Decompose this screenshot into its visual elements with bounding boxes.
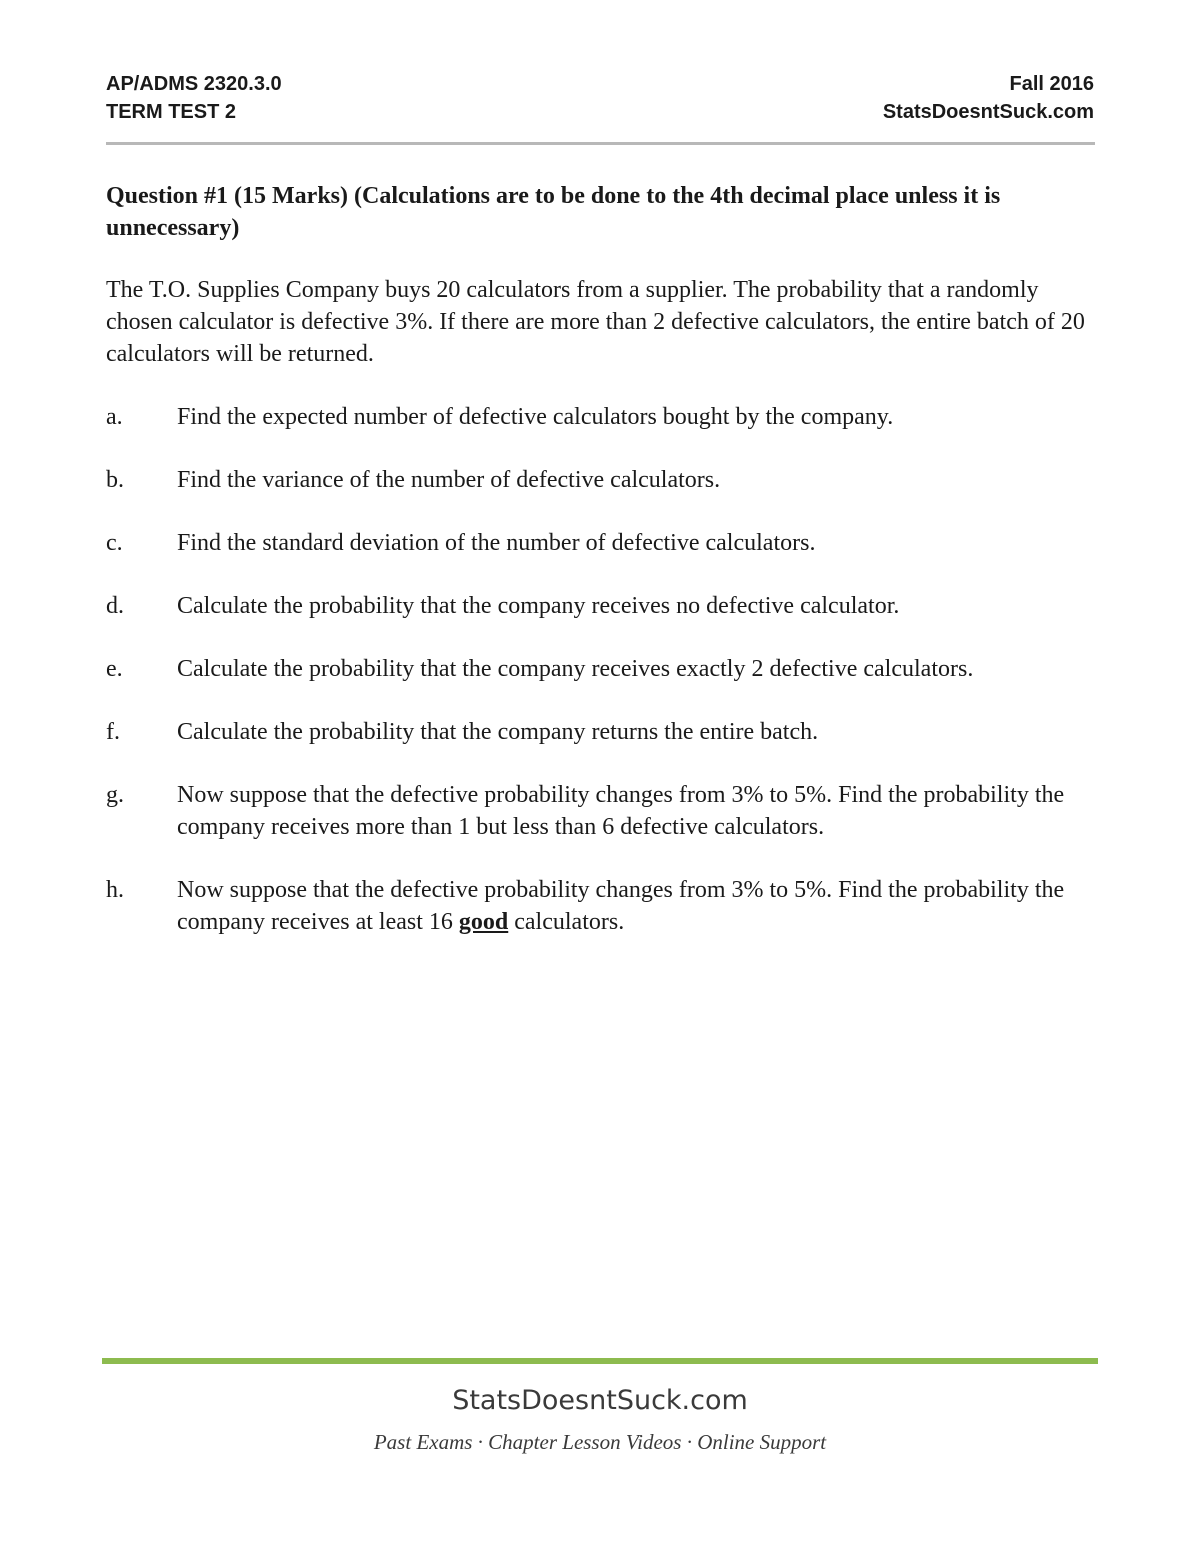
- part-text: Find the standard deviation of the number of defective calculators.: [177, 530, 816, 556]
- part-letter: d.: [106, 593, 124, 619]
- part-letter: c.: [106, 530, 123, 556]
- part-d: [106, 590, 1096, 622]
- part-a: [106, 401, 1096, 433]
- header-website: StatsDoesntSuck.com: [882, 101, 1094, 123]
- part-letter: f.: [106, 719, 120, 745]
- test-name: TERM TEST 2: [106, 101, 237, 123]
- part-text: [177, 877, 1064, 935]
- header-divider: [106, 142, 1095, 145]
- part-b: [106, 464, 1096, 496]
- part-text: Now suppose that the defective probability changes from 3% to 5%. Find the probability the company receives more than 1 but less than 6 defective calculators.: [177, 782, 1065, 840]
- header-left: [106, 70, 282, 126]
- question-content: [106, 180, 1096, 969]
- part-letter: a.: [106, 404, 123, 430]
- part-text-after: calculators.: [514, 909, 625, 935]
- part-text: Find the variance of the number of defective calculators.: [177, 467, 721, 493]
- question-title: Question #1 (15 Marks) (Calculations are to be done to the 4th decimal place unless it is unnecessary): [106, 183, 1001, 241]
- part-c: [106, 527, 1096, 559]
- emphasized-word: good: [458, 909, 509, 935]
- part-text: Calculate the probability that the company returns the entire batch.: [177, 719, 819, 745]
- part-e: [106, 653, 1096, 685]
- term: Fall 2016: [1009, 73, 1094, 95]
- part-letter: e.: [106, 656, 123, 682]
- footer-divider: [102, 1358, 1098, 1364]
- part-text: Calculate the probability that the company receives exactly 2 defective calculators.: [177, 656, 974, 682]
- part-letter: h.: [106, 877, 124, 903]
- footer-tagline: Past Exams · Chapter Lesson Videos · Online Support: [373, 1430, 827, 1454]
- question-intro: The T.O. Supplies Company buys 20 calculators from a supplier. The probability that a randomly chosen calculator is defective 3%. If there are more than 2 defective calculators, the entire batch of 20 calculators will be returned.: [106, 277, 1085, 367]
- question-parts: [106, 401, 1096, 938]
- part-text: Calculate the probability that the company receives no defective calculator.: [177, 593, 900, 619]
- part-text-before: Now suppose that the defective probability changes from 3% to 5%. Find the probability the company receives at least 16: [177, 877, 1065, 935]
- part-f: [106, 716, 1096, 748]
- part-h: [106, 874, 1096, 938]
- part-letter: g.: [106, 782, 124, 808]
- part-letter: b.: [106, 467, 124, 493]
- footer-website: StatsDoesntSuck.com: [452, 1385, 748, 1416]
- header-right: [883, 70, 1094, 126]
- course-code: AP/ADMS 2320.3.0: [106, 73, 282, 95]
- part-g: [106, 779, 1096, 843]
- part-text: Find the expected number of defective calculators bought by the company.: [177, 404, 894, 430]
